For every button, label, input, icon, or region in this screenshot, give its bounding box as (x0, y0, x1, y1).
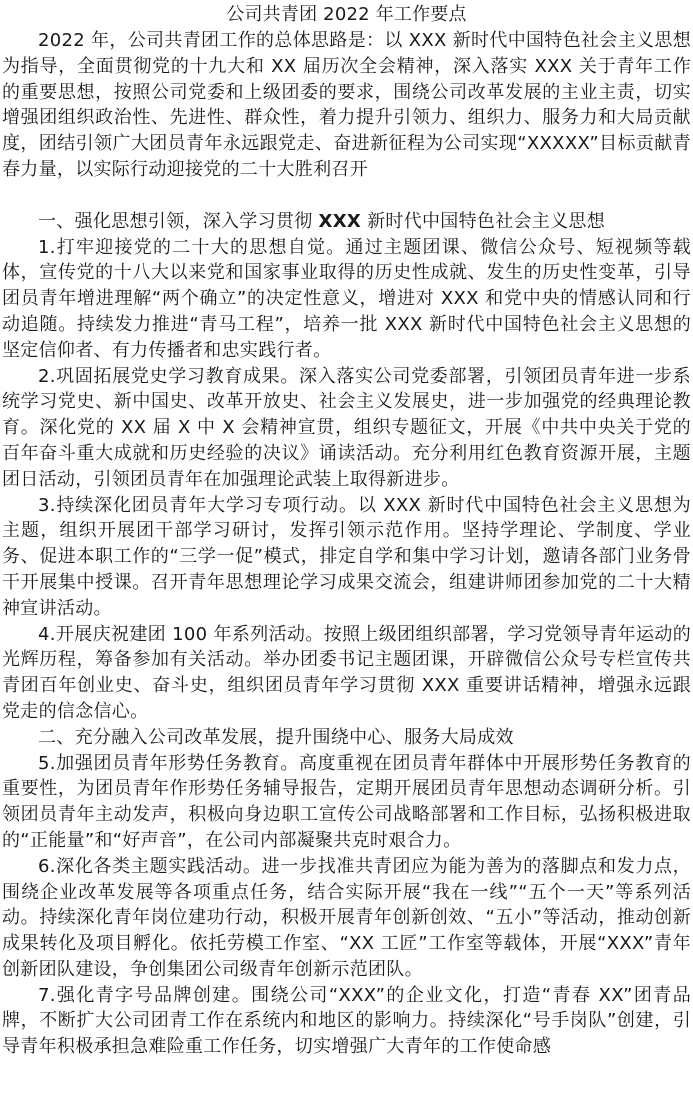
section1-heading-post: 新时代中国特色社会主义思想 (361, 210, 605, 232)
section1-heading (2, 209, 691, 235)
item-2-paragraph: 2.巩固拓展党史学习教育成果。深入落实公司党委部署，引领团员青年进一步系统学习党史、新中国史、改革开放史、社会主义发展史，进一步加强党的经典理论教育。深化党的 XX 届 X 中 X 会精神宣贯，组织专题征文，开展《中共中央关于党的百年奋斗重大成就和历史经验的决议》诵读活动。充分利用红色教育资源开展，主题团日活动，引领团员青年在加强理论武装上取得新进步。 (2, 365, 691, 490)
item-4-paragraph: 4.开展庆祝建团 100 年系列活动。按照上级团组织部署，学习党领导青年运动的光辉历程，筹备参加有关活动。举办团委书记主题团课，开辟微信公众号专栏宣传共青团百年创业史、奋斗史，组织团员青年学习贯彻 XXX 重要讲话精神，增强永远跟党走的信念信心。 (2, 623, 691, 722)
document-title: 公司共青团 2022 年工作要点 (226, 4, 467, 25)
item-5-paragraph: 5.加强团员青年形势任务教育。高度重视在团员青年群体中开展形势任务教育的重要性，为团员青年作形势任务辅导报告，定期开展团员青年思想动态调研分析。引领团员青年主动发声，积极向身边职工宣传公司战略部署和工作目标，弘扬积极进取的“正能量”和“好声音”，在公司内部凝聚共克时艰合力。 (2, 752, 691, 851)
item-6-paragraph: 6.深化各类主题实践活动。进一步找准共青团应为能为善为的落脚点和发力点，围绕企业改革发展等各项重点任务，结合实际开展“我在一线”“五个一天”等系列活动。持续深化青年岗位建功行动，积极开展青年创新创效、“五小”等活动，推动创新成果转化及项目孵化。依托劳模工作室、“XX 工匠”工作室等载体，开展“XXX”青年创新团队建设，争创集团公司级青年创新示范团队。 (2, 855, 691, 980)
blank-line (2, 183, 691, 209)
section2-heading: 二、充分融入公司改革发展，提升围绕中心、服务大局成效 (38, 726, 514, 748)
item-1-paragraph: 1.打牢迎接党的二十大的思想自觉。通过主题团课、微信公众号、短视频等载体，宣传党的十八大以来党和国家事业取得的历史性成就、发生的历史性变革，引导团员青年增进理解“两个确立”的决定性意义，增进对 XXX 和党中央的情感认同和行动追随。持续发力推进“青马工程”，培养一批 XXX 新时代中国特色社会主义思想的坚定信仰者、有力传播者和忠实践行者。 (2, 236, 691, 361)
section1-heading-pre: 一、强化思想引领，深入学习贯彻 (38, 210, 319, 232)
intro-paragraph: 2022 年，公司共青团工作的总体思路是：以 XXX 新时代中国特色社会主义思想为指导，全面贯彻党的十九大和 XX 届历次全会精神，深入落实 XXX 关于青年工作的重要思想，按照公司党委和上级团委的要求，围绕公司改革发展的主业主责，切实增强团组织政治性、先进性、群众性，着力提升引领力、组织力、服务力和大局贡献度，团结引领广大团员青年永远跟党走、奋进新征程为公司实现“XXXXX”目标贡献青春力量，以实际行动迎接党的二十大胜利召开 (2, 30, 691, 180)
section1-heading-bold: XXX (318, 210, 362, 232)
item-7-paragraph: 7.强化青字号品牌创建。围绕公司“XXX”的企业文化，打造“青春 XX”团青品牌，不断扩大公司团青工作在系统内和地区的影响力。持续深化“号手岗队”创建，引导青年积极承担急难险重工作任务，切实增强广大青年的工作使命感 (2, 984, 691, 1058)
item-3-paragraph: 3.持续深化团员青年大学习专项行动。以 XXX 新时代中国特色社会主义思想为主题，组织开展团干部学习研讨，发挥引领示范作用。坚持学理论、学制度、学业务、促进本职工作的“三学一促”模式，排定自学和集中学习计划，邀请各部门业务骨干开展集中授课。召开青年思想理论学习成果交流会，组建讲师团参加党的二十大精神宣讲活动。 (2, 494, 691, 619)
